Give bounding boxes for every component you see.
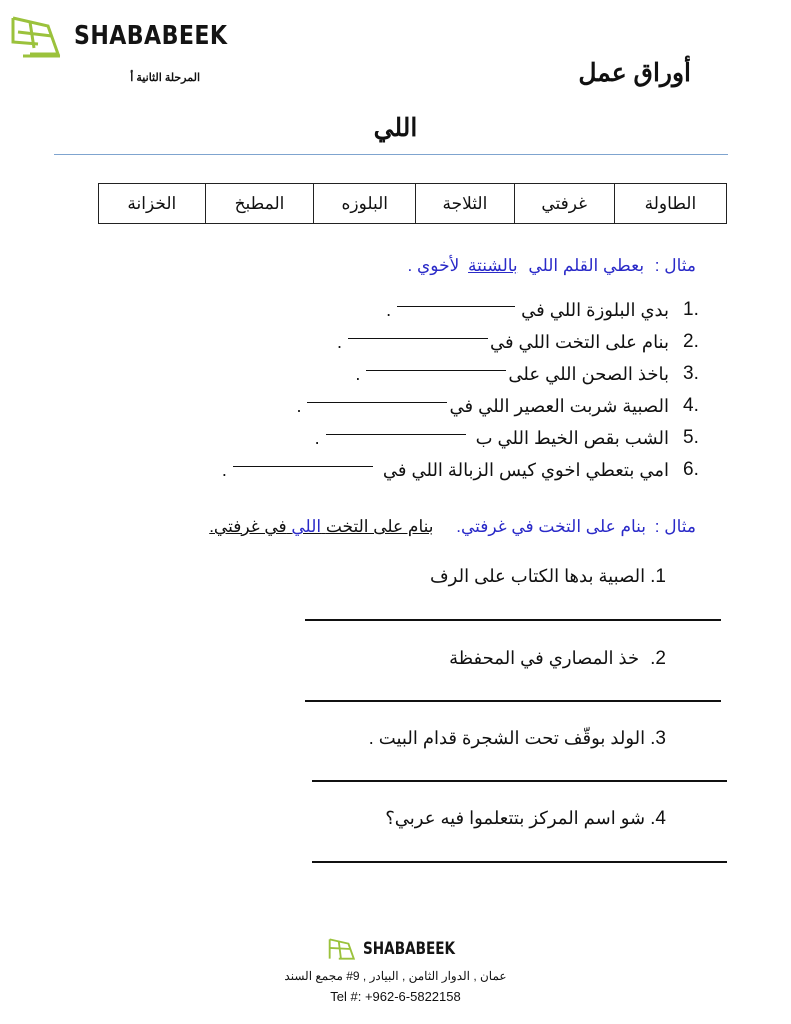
item-text: خذ المصاري في المحفظة	[449, 648, 640, 668]
item-number: 3.	[650, 728, 666, 749]
example-after: لأخوي .	[407, 256, 460, 275]
item-number: 4.	[650, 808, 666, 829]
item-number: 2.	[650, 648, 666, 669]
item-number: 2.	[683, 331, 699, 352]
end-mark: .	[296, 395, 302, 416]
item-number: 1.	[650, 566, 666, 587]
list-item	[171, 422, 731, 454]
end-mark: .	[386, 299, 392, 320]
example-before: بعطي القلم اللي	[528, 256, 645, 275]
document-title: أوراق عمل	[578, 59, 691, 87]
question-item	[385, 808, 666, 830]
brand-logo	[8, 14, 255, 58]
stage-label: المرحلة الثانية أ	[130, 72, 200, 84]
item-number: 4.	[683, 395, 699, 416]
example-sentence: بنام على التخت في غرفتي.	[456, 517, 647, 536]
item-number: 3.	[683, 363, 699, 384]
question-item	[430, 566, 666, 588]
list-item	[171, 326, 731, 358]
brand-name: SHABABEEK	[74, 21, 228, 51]
list-item	[171, 454, 731, 486]
footer-logo	[327, 934, 478, 964]
item-number: 1.	[683, 299, 699, 320]
item-text: بدي البلوزة اللي في	[521, 299, 669, 320]
answer-blank[interactable]	[307, 402, 447, 403]
window-logo-icon	[327, 934, 357, 964]
end-mark: .	[221, 459, 227, 480]
word-bank-cell: المطبخ	[205, 184, 314, 224]
question-item	[449, 648, 666, 670]
list-item	[171, 294, 731, 326]
answer-blank[interactable]	[397, 306, 515, 307]
item-text: بنام على التخت اللي في	[489, 331, 669, 352]
item-text: باخذ الصحن اللي على	[508, 363, 669, 384]
word-bank-cell: البلوزه	[314, 184, 416, 224]
footer-brand-name: SHABABEEK	[363, 939, 456, 959]
footer-address: عمان , الدوار الثامن , البيادر , 9# مجمع السند	[284, 969, 507, 983]
footer-phone: Tel #: +962-6-5822158	[330, 989, 461, 1004]
item-text: شو اسم المركز بتتعلموا فيه عربي؟	[385, 808, 646, 828]
question-item	[369, 728, 666, 750]
answer-blank[interactable]	[326, 434, 466, 435]
end-mark: .	[336, 331, 342, 352]
answer-line[interactable]	[312, 861, 727, 863]
answer-line[interactable]	[305, 619, 721, 621]
item-text: الشب بقص الخيط اللي ب	[475, 427, 669, 448]
answer-highlight: اللي	[291, 517, 322, 536]
word-bank-cell: الخزانة	[99, 184, 206, 224]
word-bank-cell: الطاولة	[614, 184, 726, 224]
item-text: الولد بوقّف تحت الشجرة قدام البيت .	[368, 728, 646, 748]
example-label: مثال :	[654, 517, 696, 536]
example-answer	[209, 517, 433, 536]
answer-blank[interactable]	[233, 466, 373, 467]
item-text: امي بتعطي اخوي كيس الزبالة اللي في	[382, 459, 669, 480]
example-label: مثال :	[654, 256, 696, 275]
answer-line[interactable]	[305, 700, 721, 702]
answer-blank[interactable]	[348, 338, 488, 339]
end-mark: .	[355, 363, 361, 384]
item-number: 6.	[683, 459, 699, 480]
end-mark: .	[314, 427, 320, 448]
answer-part: بنام على التخت	[325, 517, 434, 536]
answer-part: في غرفتي.	[209, 517, 287, 536]
window-logo-icon	[8, 14, 64, 58]
word-bank-cell: غرفتي	[514, 184, 614, 224]
exercise1-list	[171, 294, 731, 486]
exercise1-example	[408, 256, 696, 276]
item-number: 5.	[683, 427, 699, 448]
example-answer: بالشنتة	[468, 256, 518, 275]
word-bank-cell: الثلاجة	[416, 184, 514, 224]
list-item	[171, 358, 731, 390]
topic-title: اللي	[373, 114, 418, 142]
item-text: الصبية شربت العصير اللي في	[449, 395, 669, 416]
exercise2-example	[209, 517, 696, 537]
answer-line[interactable]	[312, 780, 727, 782]
answer-blank[interactable]	[366, 370, 506, 371]
list-item	[171, 390, 731, 422]
item-text: الصبية بدها الكتاب على الرف	[430, 566, 646, 586]
word-bank-table	[98, 183, 727, 224]
header-divider	[54, 154, 728, 155]
